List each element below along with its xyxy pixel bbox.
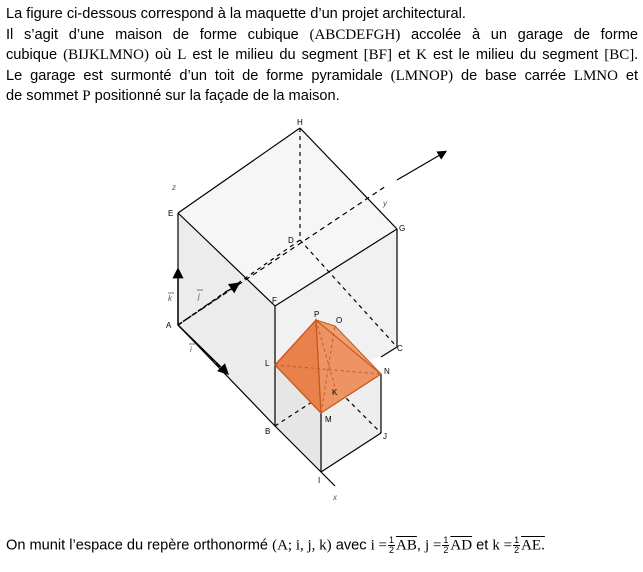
segment-name: [BF]	[363, 47, 392, 63]
statement-line-4	[6, 66, 638, 87]
frame-text: avec	[335, 537, 367, 554]
fraction-den: 2	[514, 545, 520, 555]
fraction-half	[442, 536, 449, 555]
label-L: L	[265, 359, 270, 368]
y-axis-arrow	[397, 152, 445, 180]
label-axis-y: y	[383, 199, 387, 208]
label-K: K	[332, 388, 338, 397]
label-vec-i: i	[190, 345, 192, 354]
frame-notation: (A; i, j, k)	[272, 537, 332, 554]
vector-i-def: i =	[370, 537, 388, 554]
statement-line-1	[6, 4, 638, 25]
statement-text: de sommet	[6, 88, 79, 104]
statement-text: La figure ci-dessous correspond à la maquette d’un projet architectural.	[6, 6, 466, 22]
frame-statement: On munit l’espace du repère orthonormé (A; i, j, k) avec i = $\frac{1}{2}$ $\overline{AB}$, j = $\frac{1}{2}$ $\overline{AD}$ et k = $\frac{1}{2}$ AE.	[6, 535, 545, 555]
label-axis-z: z	[172, 183, 176, 192]
statement-text: accolée à un garage de forme	[411, 26, 638, 43]
statement-text: Il s’agit d’une maison de forme cubique	[6, 26, 299, 43]
vector-AD: $\overline{AD}$	[450, 537, 473, 554]
statement-text: positionné sur la façade de la maison.	[94, 88, 340, 104]
label-vec-k: k	[168, 294, 172, 303]
label-C: C	[397, 344, 403, 353]
label-E: E	[168, 209, 174, 218]
fraction-half	[513, 536, 520, 555]
fraction-num: 1	[443, 535, 449, 545]
label-B: B	[265, 427, 271, 436]
statement-text: cubique	[6, 47, 58, 63]
label-O: O	[336, 316, 343, 325]
x-axis-line	[321, 472, 335, 486]
label-vec-j: j	[198, 292, 200, 301]
fraction-den: 2	[389, 545, 395, 555]
label-N: N	[384, 367, 390, 376]
label-A: A	[166, 321, 172, 330]
house-name: (ABCDEFGH)	[309, 26, 401, 43]
vector-AE: AE.	[521, 537, 545, 554]
statement-text: et	[625, 67, 638, 84]
statement-text: est le milieu du segment	[433, 47, 599, 63]
fraction-num: 1	[389, 535, 395, 545]
label-H: H	[297, 118, 303, 127]
vector-k-def: k =	[492, 537, 513, 554]
statement-text: est le milieu du segment	[192, 47, 358, 63]
statement-text: où	[154, 47, 172, 63]
fraction-den: 2	[443, 545, 449, 555]
label-axis-x: x	[333, 493, 337, 502]
base-name: LMNO	[573, 67, 618, 84]
architecture-figure	[0, 118, 643, 508]
label-G: G	[399, 224, 406, 233]
point-name: K	[416, 47, 428, 63]
segment-name: [BC].	[604, 47, 638, 63]
problem-statement	[6, 4, 638, 107]
vector-AB: $\overline{AB}$	[396, 537, 417, 554]
label-J: J	[383, 432, 387, 441]
statement-line-2	[6, 25, 638, 46]
statement-line-3	[6, 45, 638, 66]
label-I: I	[318, 476, 321, 485]
statement-text: et	[397, 47, 411, 63]
frame-text: On munit l’espace du repère orthonormé	[6, 537, 269, 554]
roof-name: (LMNOP)	[390, 67, 454, 84]
point-name: L	[177, 47, 187, 63]
label-M: M	[325, 415, 332, 424]
point-name: P	[82, 88, 91, 104]
garage-name: (BIJKLMNO)	[63, 47, 149, 63]
label-F: F	[272, 296, 277, 305]
fraction-num: 1	[514, 535, 520, 545]
statement-text: de base carrée	[460, 67, 566, 84]
label-D: D	[288, 236, 294, 245]
vector-j-def: j =	[424, 537, 442, 554]
label-P: P	[314, 310, 320, 319]
fraction-half	[388, 536, 395, 555]
statement-line-5	[6, 86, 638, 107]
statement-text: Le garage est surmonté d’un toit de forme pyramidale	[6, 67, 383, 84]
frame-text: et	[476, 537, 489, 554]
